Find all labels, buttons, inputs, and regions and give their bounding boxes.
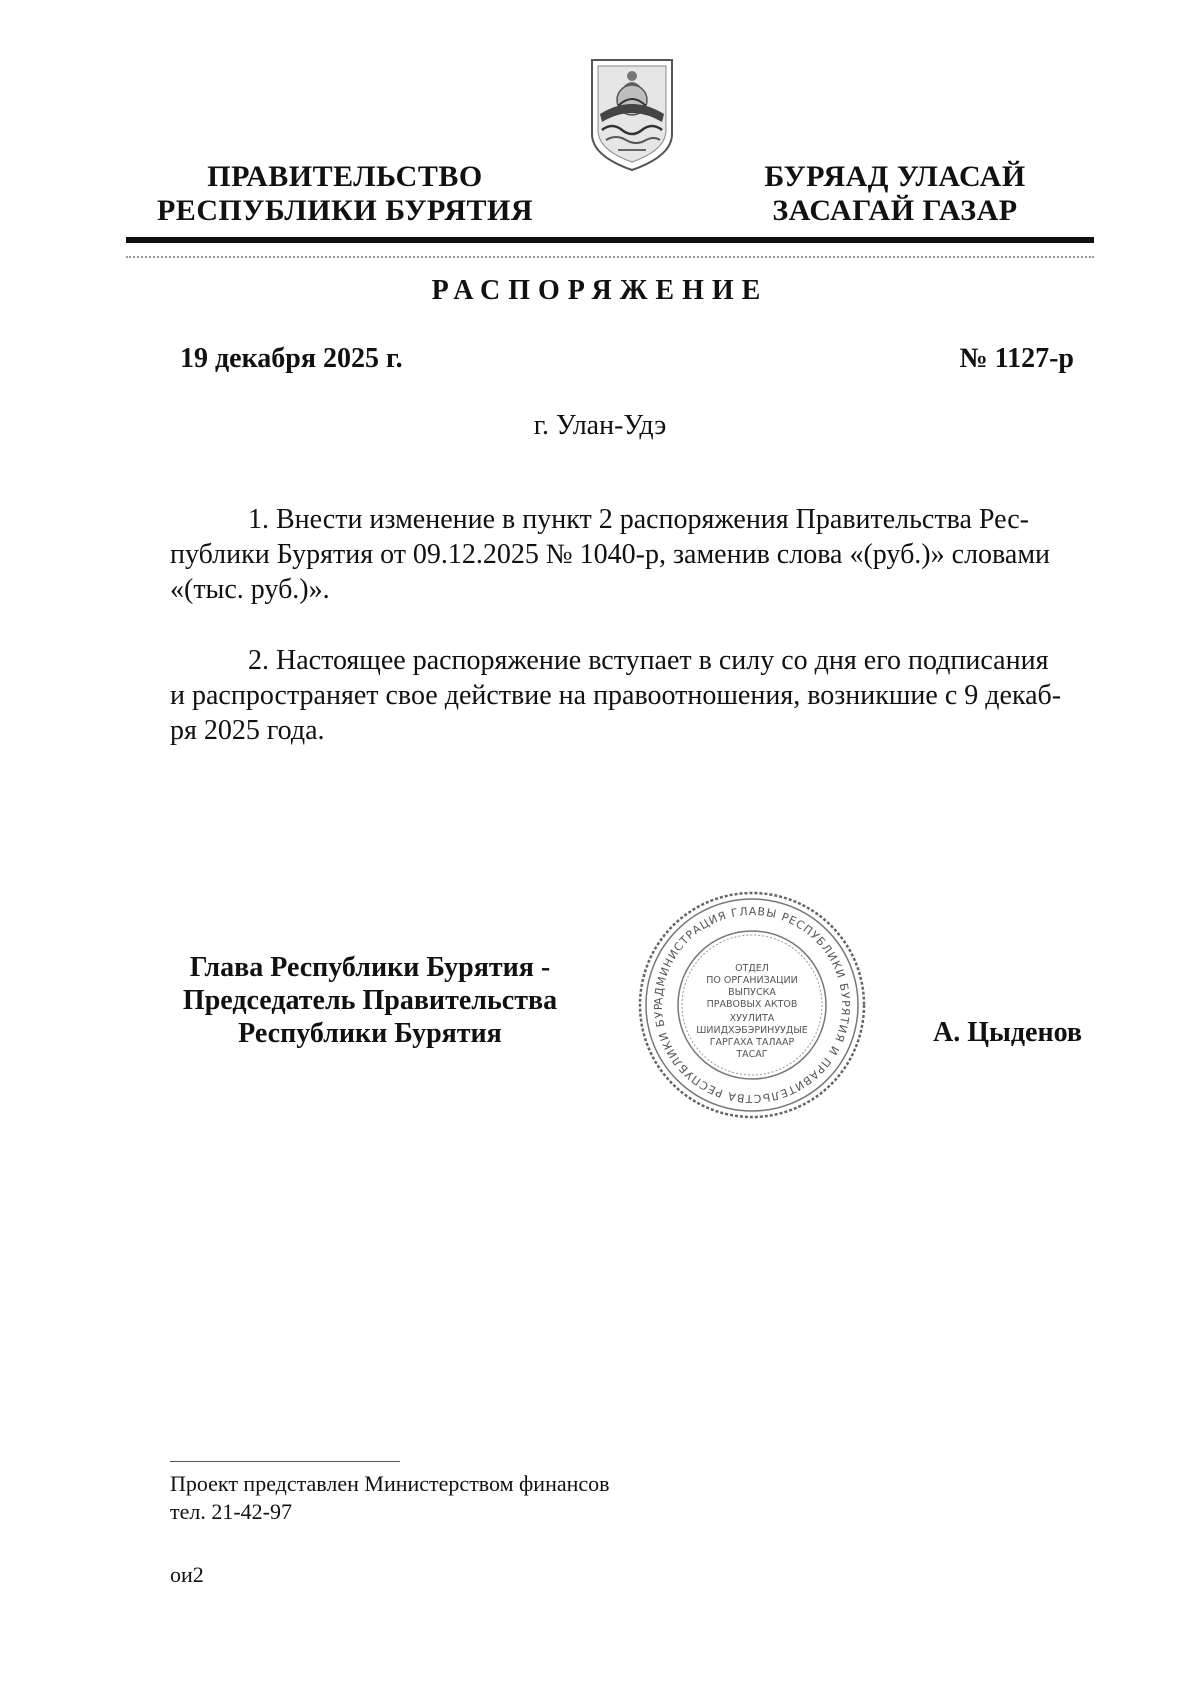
seal-center-line: ПО ОРГАНИЗАЦИИ	[706, 975, 798, 986]
government-name-line: РЕСПУБЛИКИ БУРЯТИЯ	[156, 194, 534, 227]
paragraph-1	[170, 502, 1074, 607]
republic-coat-of-arms-icon	[588, 56, 676, 174]
header-divider	[126, 237, 1094, 243]
footer-note-line: Проект представлен Министерством финансов	[170, 1471, 610, 1496]
signatory-title-line: Председатель Правительства	[182, 985, 558, 1016]
signatory-title-line: Глава Республики Бурятия -	[189, 952, 551, 983]
seal-center-line: ХУУЛИТА	[729, 1013, 775, 1024]
document-date: 19 декабря 2025 г.	[180, 343, 403, 374]
seal-center-line: ОТДЕЛ	[735, 963, 769, 974]
government-name-line: ПРАВИТЕЛЬСТВО	[207, 160, 483, 193]
seal-center-line: ВЫПУСКА	[728, 987, 776, 998]
paragraph-line: ря 2025 года.	[170, 715, 325, 746]
signatory-name: А. Цыденов	[932, 1017, 1082, 1048]
seal-center-line: ПРАВОВЫХ АКТОВ	[706, 999, 798, 1010]
signatory-title	[160, 951, 580, 1050]
seal-center-line: ШИИДХЭБЭРИНУУДЫЕ	[696, 1025, 808, 1036]
document-code: ои2	[170, 1562, 204, 1587]
footer-note	[170, 1470, 610, 1526]
signatory-title-line: Республики Бурятия	[238, 1018, 502, 1049]
document-number: № 1127-р	[959, 343, 1074, 374]
paragraph-line: и распространяет свое действие на правоотношения, возникшие с 9 декаб-	[170, 680, 1062, 711]
paragraph-line: 1. Внести изменение в пункт 2 распоряжения Правительства Рес-	[248, 504, 1029, 535]
header-divider-dotted	[126, 256, 1094, 258]
footer-divider	[170, 1461, 400, 1462]
footer-note-line: тел. 21-42-97	[170, 1499, 293, 1524]
seal-center-line: ТАСАГ	[736, 1049, 768, 1060]
document-body	[170, 502, 1074, 748]
seal-ring-text: АДМИНИСТРАЦИЯ ГЛАВЫ РЕСПУБЛИКИ БУРЯТИЯ И ПРАВИТЕЛЬСТВА РЕСПУБЛИКИ БУР	[651, 904, 853, 1106]
paragraph-line: «(тыс. руб.)».	[170, 574, 330, 605]
document-city: г. Улан-Удэ	[533, 410, 667, 441]
government-name-russian	[150, 160, 540, 228]
seal-center-line: ГАРГАХА ТАЛААР	[709, 1037, 795, 1048]
government-name-line: БУРЯАД УЛАСАЙ	[764, 160, 1026, 193]
government-name-buryat	[745, 160, 1045, 228]
paragraph-line: публики Бурятия от 09.12.2025 № 1040-р, заменив слова «(руб.)» словами	[170, 539, 1051, 570]
government-name-line: ЗАСАГАЙ ГАЗАР	[772, 194, 1018, 227]
document-title: РАСПОРЯЖЕНИЕ	[431, 275, 769, 306]
paragraph-line: 2. Настоящее распоряжение вступает в силу со дня его подписания	[248, 645, 1049, 676]
official-seal-icon	[636, 889, 868, 1121]
paragraph-2	[170, 643, 1074, 748]
